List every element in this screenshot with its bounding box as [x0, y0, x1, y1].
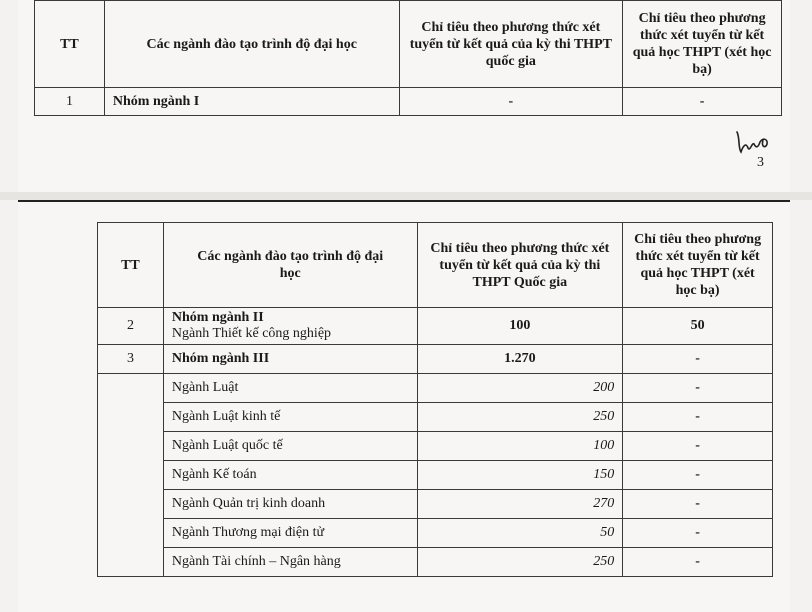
table-row: [35, 88, 782, 116]
document-page-bottom: [18, 200, 790, 612]
quota-table-2: [97, 222, 773, 577]
row-major-name: Ngành Luật: [163, 374, 417, 403]
row-major-name: Ngành Luật kinh tế: [163, 403, 417, 432]
table-row: [98, 490, 773, 519]
header-tt: TT: [98, 223, 164, 308]
row-tt: 3: [98, 345, 164, 374]
header-major: Các ngành đào tạo trình độ đại học: [104, 1, 399, 88]
row-major-name: Ngành Kế toán: [163, 461, 417, 490]
table-row: [98, 374, 773, 403]
row-major-name: Ngành Quản trị kinh doanh: [163, 490, 417, 519]
row-tt-empty: [98, 490, 164, 519]
table-row: [98, 519, 773, 548]
table-row: [98, 548, 773, 577]
row-thpt-quota: 100: [417, 308, 623, 345]
row-tt-empty: [98, 461, 164, 490]
header-thpt-quota: Chỉ tiêu theo phương thức xét tuyển từ kết quả của kỳ thi THPT Quốc gia: [417, 223, 623, 308]
row-hocba-quota: -: [623, 403, 773, 432]
row-thpt-quota: -: [399, 88, 623, 116]
row-tt-empty: [98, 403, 164, 432]
row-thpt-quota: 1.270: [417, 345, 623, 374]
page-separator: [0, 192, 812, 200]
row-tt-empty: [98, 519, 164, 548]
row-thpt-quota: 250: [417, 403, 623, 432]
row-tt: 2: [98, 308, 164, 345]
row-major-name: Ngành Thương mại điện tử: [163, 519, 417, 548]
header-hocba-quota: Chỉ tiêu theo phương thức xét tuyển từ kết quả học THPT (xét học bạ): [623, 223, 773, 308]
table-row-group-3: [98, 345, 773, 374]
group-name: Nhóm ngành II: [171, 310, 264, 325]
row-major-name: Nhóm ngành III: [163, 345, 417, 374]
row-hocba-quota: -: [623, 490, 773, 519]
row-major-name: Ngành Tài chính – Ngân hàng: [163, 548, 417, 577]
table-row: [98, 461, 773, 490]
row-hocba-quota: -: [623, 548, 773, 577]
header-tt: TT: [35, 1, 105, 88]
header-major: Các ngành đào tạo trình độ đại học: [163, 223, 417, 308]
row-thpt-quota: 150: [417, 461, 623, 490]
row-major-name: [163, 308, 417, 345]
row-major-name: Ngành Luật quốc tế: [163, 432, 417, 461]
row-thpt-quota: 50: [417, 519, 623, 548]
major-name: Ngành Thiết kế công nghiệp: [171, 326, 332, 341]
row-thpt-quota: 250: [417, 548, 623, 577]
row-hocba-quota: -: [623, 374, 773, 403]
quota-table-1: [34, 0, 782, 116]
document-page-top: [18, 0, 790, 192]
row-hocba-quota: -: [623, 519, 773, 548]
header-hocba-quota: Chỉ tiêu theo phương thức xét tuyển từ kết quả học THPT (xét học bạ): [623, 1, 782, 88]
row-tt-empty: [98, 374, 164, 403]
row-hocba-quota: 50: [623, 308, 773, 345]
table-row: [98, 403, 773, 432]
page-number: 3: [757, 155, 764, 170]
table-header-row: [98, 223, 773, 308]
row-hocba-quota: -: [623, 432, 773, 461]
table-header-row: [35, 1, 782, 88]
row-hocba-quota: -: [623, 88, 782, 116]
row-tt-empty: [98, 548, 164, 577]
row-thpt-quota: 100: [417, 432, 623, 461]
table-row-group-2: [98, 308, 773, 345]
header-thpt-quota: Chỉ tiêu theo phương thức xét tuyển từ kết quả của kỳ thi THPT quốc gia: [399, 1, 623, 88]
row-hocba-quota: -: [623, 345, 773, 374]
table-row: [98, 432, 773, 461]
row-thpt-quota: 200: [417, 374, 623, 403]
row-major-name: Nhóm ngành I: [104, 88, 399, 116]
handwritten-signature: [734, 128, 772, 158]
row-tt-empty: [98, 432, 164, 461]
row-tt: 1: [35, 88, 105, 116]
row-thpt-quota: 270: [417, 490, 623, 519]
row-hocba-quota: -: [623, 461, 773, 490]
